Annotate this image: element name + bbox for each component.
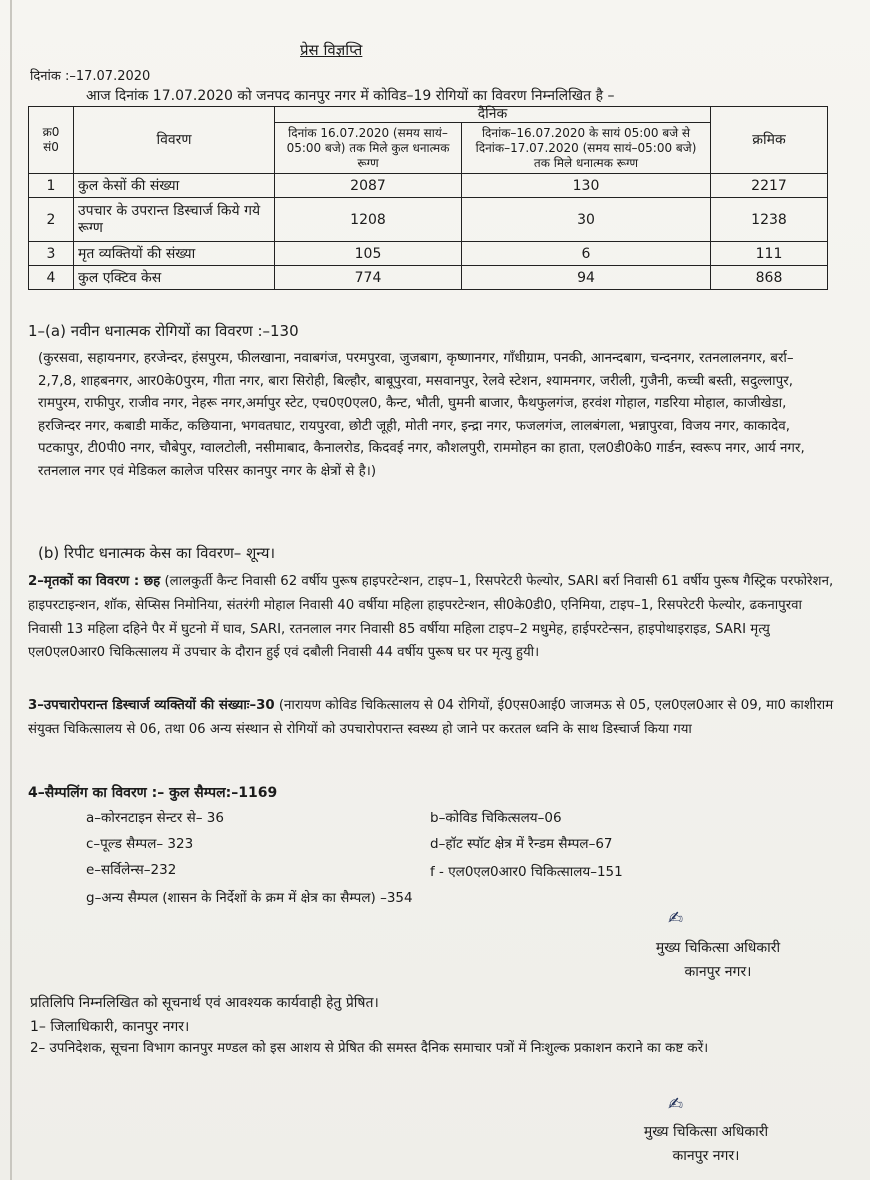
row-desc: कुल एक्टिव केस	[74, 266, 275, 290]
signature-2-title: मुख्य चिकित्सा अधिकारी	[643, 1124, 769, 1140]
row-desc: कुल केसों की संख्या	[74, 174, 275, 198]
row-between: 130	[462, 174, 711, 198]
signature-mark-1: ✍	[668, 908, 684, 929]
signature-1-title: मुख्य चिकित्सा अधिकारी	[655, 940, 781, 956]
row-desc: उपचार के उपरान्त डिस्चार्ज किये गये रूग्ण	[74, 198, 275, 242]
row-till: 2087	[275, 174, 462, 198]
row-desc: मृत व्यक्तियों की संख्या	[74, 242, 275, 266]
col-desc-header: विवरण	[74, 107, 275, 174]
copy-item-1: 1– जिलाधिकारी, कानपुर नगर।	[30, 1019, 190, 1035]
col-till-header: दिनांक 16.07.2020 (समय सायं– 05:00 बजे) तक मिले कुल धनात्मक रूग्ण	[275, 123, 462, 174]
section-1a-heading: 1–(a) नवीन धनात्मक रोगियों का विवरण :–130	[28, 322, 299, 340]
col-daily-header: दैनिक	[275, 107, 711, 123]
table-row	[29, 242, 828, 266]
copy-heading: प्रतिलिपि निम्नलिखित को सूचनार्थ एवं आवश्यक कार्यवाही हेतु प्रेषित।	[30, 995, 379, 1011]
table-row	[29, 198, 828, 242]
section-3-heading: 3–उपचारोपरान्त डिस्चार्ज व्यक्तियों की संख्याः–30	[28, 698, 275, 713]
row-between: 94	[462, 266, 711, 290]
covid-stats-table	[28, 106, 828, 290]
intro-line: आज दिनांक 17.07.2020 को जनपद कानपुर नगर में कोविड–19 रोगियों का विवरण निम्नलिखित है –	[86, 88, 615, 104]
sample-f: f - एल0एल0आर0 चिकित्सालय–151	[430, 864, 623, 880]
sample-g: g–अन्य सैम्पल (शासन के निर्देशों के क्रम में क्षेत्र का सैम्पल) –354	[86, 890, 413, 906]
sample-b: b–कोविड चिकित्सलय–06	[430, 810, 562, 826]
table-row	[29, 174, 828, 198]
section-3-text: (नारायण कोविड चिकित्सालय से 04 रोगियों, ई0एस0आई0 जाजमऊ से 05, एल0एल0आर से 09, मा0 काशीराम संयुक्त चिकित्सालय से 06, तथा 06 अन्य संस्थान से रोगियों को उपचारोपरान्त स्वस्थ्य हो जाने पर करतल ध्वनि के साथ डिस्चार्ज किया गया	[28, 698, 834, 737]
row-cumulative: 1238	[711, 198, 828, 242]
row-cumulative: 2217	[711, 174, 828, 198]
signature-block-2	[616, 1120, 796, 1168]
signature-2-place: कानपुर नगर।	[672, 1148, 740, 1164]
signature-1-place: कानपुर नगर।	[684, 964, 752, 980]
row-cumulative: 111	[711, 242, 828, 266]
section-2-text: (लालकुर्ती कैन्ट निवासी 62 वर्षीय पुरूष हाइपरटेन्शन, टाइप–1, रिसपरेटरी फेल्योर, SARI बर्रा निवासी 61 वर्षीय पुरूष गैस्ट्रिक परफोरेशन, हाइपरटाइन्शन, शॉक, सेप्सिस निमोनिया, संतरंगी मोहाल निवासी 40 वर्षीया महिला हाइपरटेन्शन, सी0के0डी0, एनिमिया, टाइप–1, रिसपरेटरी फेल्योर, ढकनापुरवा निवासी 13 महिला दहिने पैर में घुटनो में घाव, SARI, रतनलाल नगर निवासी 85 वर्षीया महिला टाइप–2 मधुमेह, हाईपरटेन्सन, हाइपोथाइराइड, SARI मृत्यु एल0एल0आर0 चिकित्सालय में उपचार के दौरान हुई एवं दबौली निवासी 44 वर्षीय पुरूष घर पर मृत्यु हुयी।	[28, 574, 834, 661]
col-cumulative-header: क्रमिक	[711, 107, 828, 174]
row-between: 30	[462, 198, 711, 242]
sample-c: c–पूल्ड सैम्पल– 323	[86, 836, 194, 852]
signature-block-1	[628, 936, 808, 984]
section-1b-heading: (b) रिपीट धनात्मक केस का विवरण– शून्य।	[38, 544, 276, 562]
sample-e: e–सर्विलेन्स–232	[86, 862, 177, 878]
col-between-header: दिनांक–16.07.2020 के सायं 05:00 बजे से दिनांक–17.07.2020 (समय सायं–05:00 बजे) तक मिले धनात्मक रूग्ण	[462, 123, 711, 174]
document-date: दिनांक :–17.07.2020	[30, 69, 151, 84]
row-between: 6	[462, 242, 711, 266]
table-row	[29, 266, 828, 290]
row-sno: 3	[29, 242, 74, 266]
table-header-row	[29, 107, 828, 123]
row-sno: 4	[29, 266, 74, 290]
row-cumulative: 868	[711, 266, 828, 290]
document-title: प्रेस विज्ञप्ति	[300, 41, 363, 59]
section-2-heading: 2–मृतकों का विवरण : छह	[28, 574, 161, 589]
row-till: 774	[275, 266, 462, 290]
section-3	[28, 694, 838, 742]
section-1a-areas: (कुरसवा, सहायनगर, हरजेन्दर, हंसपुरम, फीलखाना, नवाबगंज, परमपुरवा, जुजबाग, कृष्णानगर, गाँधीग्राम, पनकी, आनन्दबाग, चन्दनगर, रतनलालनगर, बर्रा–2,7,8, शाहबनगर, आर0के0पुरम, गीता नगर, बारा सिरोही, बिल्हौर, बाबूपुरवा, मसवानपुर, रेलवे स्टेशन, श्यामनगर, जरीली, गुजैनी, कच्ची बस्ती, सदुल्लापुर, रामपुरम, राफीपुर, राजीव नगर, नेहरू नगर,अर्मापुर स्टेट, एच0ए0एल0, कैन्ट, भौती, घुमनी बाजार, फैथफुलगंज, हरवंश गोहाल, गडरिया मोहाल, काजीखेडा, हरजिन्दर नगर, कबाडी मार्केट, कछियाना, भगवतघाट, रायपुरवा, छोटी जूही, मोती नगर, इन्द्रा नगर, फजलगंज, लालबंगला, भन्नापुरवा, विजय नगर, काकादेव, पटकापुर, टी0पी0 नगर, चौबेपुर, ग्वालटोली, नसीमाबाद, कैनालरोड, किदवई नगर, कौशलपुरी, राममोहन का हाता, एल0डी0के0 गार्डन, स्वरूप नगर, आर्य नगर, रतनलाल नगर एवं मेडिकल कालेज परिसर कानपुर नगर के क्षेत्रों से है।)	[38, 351, 805, 479]
sample-d: d–हॉट स्पॉट क्षेत्र में रैन्डम सैम्पल–67	[430, 836, 613, 852]
page-edge	[10, 0, 12, 1180]
section-4-heading	[28, 782, 277, 805]
section-2	[28, 570, 838, 665]
col-sno-header: क्र0 सं0	[29, 107, 74, 174]
row-till: 1208	[275, 198, 462, 242]
sample-a: a–कोरनटाइन सेन्टर से– 36	[86, 810, 224, 826]
row-sno: 2	[29, 198, 74, 242]
row-till: 105	[275, 242, 462, 266]
section-4-heading-text: 4–सैम्पलिंग का विवरण :– कुल सैम्पल:–1169	[28, 785, 278, 801]
row-sno: 1	[29, 174, 74, 198]
signature-mark-2: ✍	[668, 1094, 684, 1115]
copy-item-2: 2– उपनिदेशक, सूचना विभाग कानपुर मण्डल को इस आशय से प्रेषित की समस्त दैनिक समाचार पत्रों में निःशुल्क प्रकाशन कराने का कष्ट करें।	[30, 1041, 709, 1056]
